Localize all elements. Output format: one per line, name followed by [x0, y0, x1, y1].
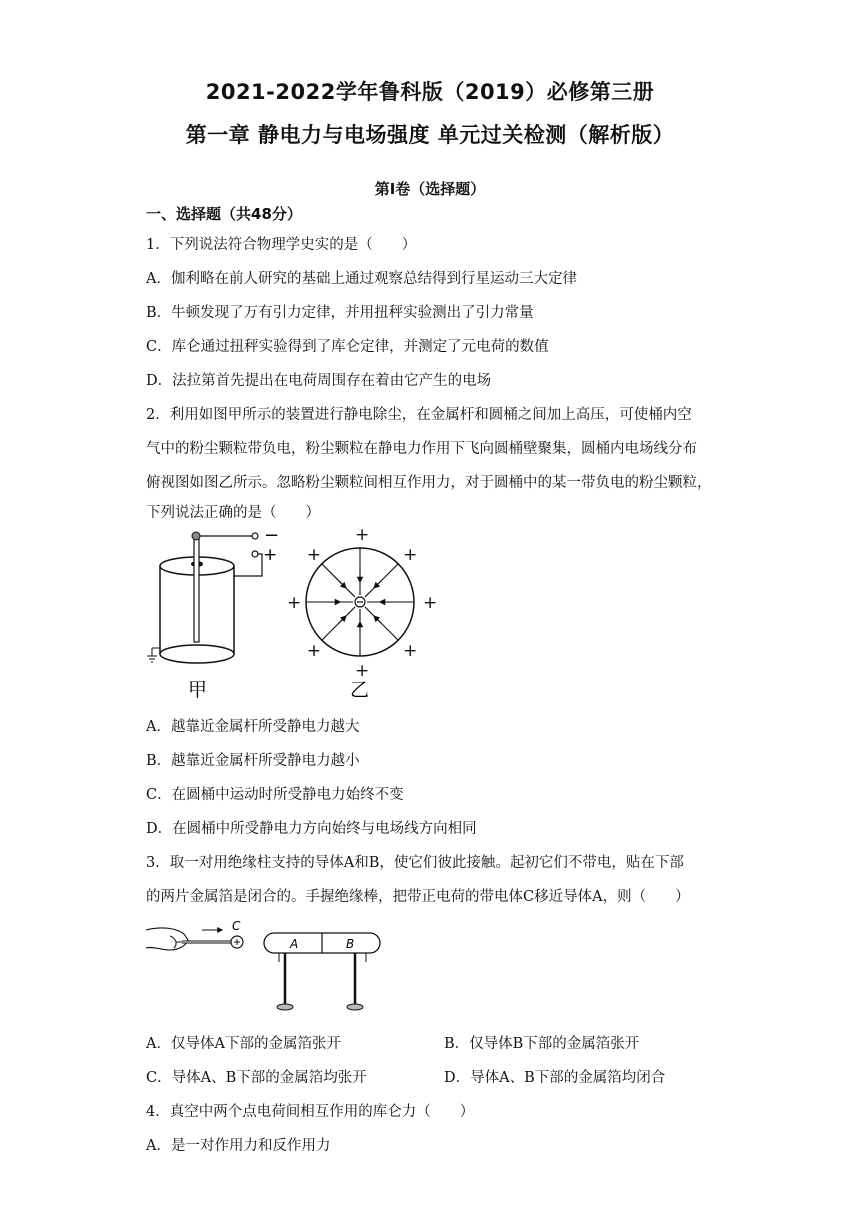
q3-stem-line2: 的两片金属箔是闭合的。手握绝缘棒，把带正电荷的带电体C移近导体A，则（ ） [146, 889, 690, 905]
q1-option-a: A．伽利略在前人研究的基础上通过观察总结得到行星运动三大定律 [146, 271, 577, 287]
q3-option-a: A．仅导体A下部的金属箔张开 [146, 1036, 341, 1052]
q3-option-c: C．导体A、B下部的金属箔均张开 [146, 1070, 367, 1086]
plus-charge-mark: + [306, 641, 322, 662]
q2-figure-label-jia: 甲 [188, 679, 208, 701]
q2-option-c: C．在圆桶中运动时所受静电力始终不变 [146, 787, 404, 803]
q2-figure-yi [285, 525, 438, 708]
plus-charge-mark: + [423, 593, 438, 613]
q2-stem-line2: 气中的粉尘颗粒带负电，粉尘颗粒在静电力作用下飞向圆桶壁聚集，圆桶内电场线分布 [146, 441, 697, 457]
q3-figure-label-c: C [232, 919, 241, 933]
field-line-arrow [339, 581, 345, 587]
plus-charge-mark: + [355, 525, 370, 545]
field-line [322, 607, 355, 640]
q2-option-a: A．越靠近金属杆所受静电力越大 [146, 719, 360, 735]
field-line [365, 607, 398, 640]
plus-charge-mark: + [287, 593, 302, 613]
q1-option-d: D．法拉第首先提出在电荷周围存在着由它产生的电场 [146, 373, 492, 389]
q2-figure-label-yi: 乙 [350, 679, 370, 701]
document-title-line2: 第一章 静电力与电场强度 单元过关检测（解析版） [185, 123, 675, 147]
q1-stem: 1．下列说法符合物理学史实的是（ ） [146, 237, 417, 253]
q2-figure-jia [140, 525, 290, 708]
q3-option-d: D．导体A、B下部的金属箔均闭合 [444, 1070, 666, 1086]
q2-stem-line1: 2．利用如图甲所示的装置进行静电除尘，在金属杆和圆桶之间加上高压，可使桶内空 [146, 407, 692, 423]
field-line-arrow [376, 618, 382, 624]
q2-figure-plus-label: + [263, 545, 278, 565]
q1-option-b: B．牛顿发现了万有引力定律，并用扭秤实验测出了引力常量 [146, 305, 534, 321]
volume-title: 第Ⅰ卷（选择题） [374, 180, 486, 198]
plus-charge-mark: + [403, 641, 418, 662]
field-line [365, 564, 398, 597]
q2-figure-minus-label: − [264, 525, 280, 546]
q4-stem: 4．真空中两个点电荷间相互作用的库仑力（ ） [146, 1104, 475, 1120]
q3-figure-label-a: A [290, 937, 299, 951]
document-title-line1: 2021-2022学年鲁科版（2019）必修第三册 [205, 80, 655, 104]
plus-charge-mark: + [306, 544, 322, 565]
q2-option-b: B．越靠近金属杆所受静电力越小 [146, 753, 360, 769]
q3-figure-label-b: B [346, 937, 355, 951]
q3-stem-line1: 3．取一对用绝缘柱支持的导体A和B，使它们彼此接触。起初它们不带电，贴在下部 [146, 855, 684, 871]
q4-option-a: A．是一对作用力和反作用力 [146, 1138, 331, 1154]
q1-option-c: C．库仑通过扭秤实验得到了库仑定律，并测定了元电荷的数值 [146, 339, 549, 355]
field-line-arrow [376, 581, 382, 587]
plus-charge-mark: + [355, 661, 370, 681]
field-line [322, 564, 355, 597]
q3-option-b: B．仅导体B下部的金属箔张开 [444, 1036, 640, 1052]
q2-stem-line3: 俯视图如图乙所示。忽略粉尘颗粒间相互作用力，对于圆桶中的某一带负电的粉尘颗粒， [146, 475, 712, 491]
q2-option-d: D．在圆桶中所受静电力方向始终与电场线方向相同 [146, 821, 477, 837]
plus-charge-mark: + [403, 544, 418, 565]
q3-figure [142, 916, 402, 1016]
q2-stem-line4: 下列说法正确的是（ ） [146, 505, 320, 521]
field-line-arrow [339, 618, 345, 624]
section-title: 一、选择题（共48分） [146, 205, 302, 223]
